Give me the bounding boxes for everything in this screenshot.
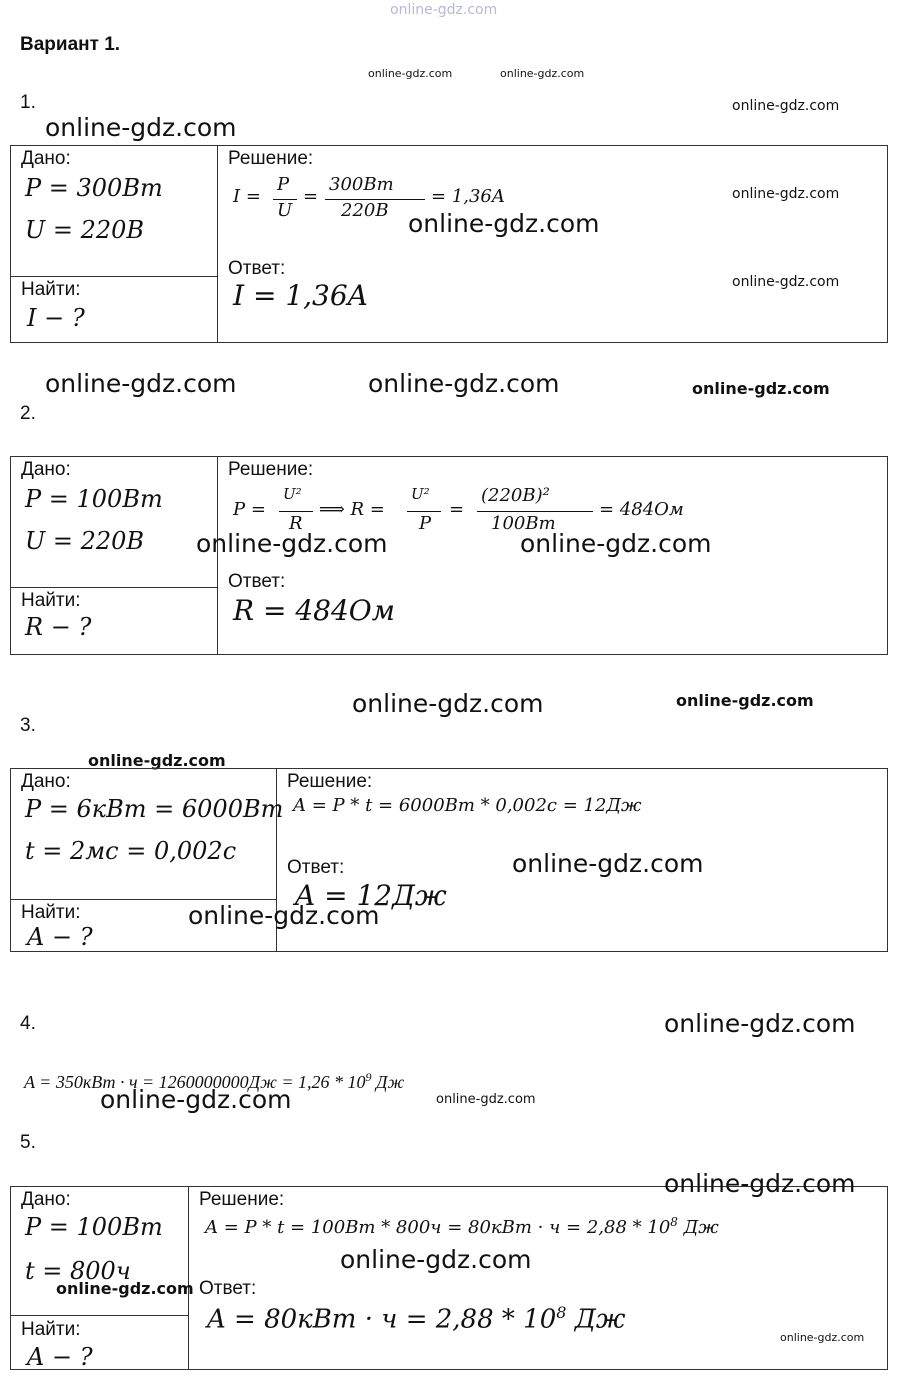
watermark: online-gdz.com (692, 379, 830, 398)
solution-label: Решение: (228, 459, 314, 480)
formula-exponent: 8 (670, 1215, 678, 1229)
given-value: U = 220В (25, 216, 145, 244)
watermark: online-gdz.com (436, 1092, 536, 1107)
given-label: Дано: (21, 1189, 71, 1210)
watermark: online-gdz.com (352, 689, 544, 718)
solution-label: Решение: (199, 1189, 285, 1210)
solution-label: Решение: (287, 771, 373, 792)
answer-label: Ответ: (228, 258, 286, 279)
fraction-num: 300Вт (329, 174, 394, 195)
fraction-num: (220B)² (481, 485, 550, 506)
answer-label: Ответ: (228, 571, 286, 592)
fraction-den: 100Вт (491, 513, 556, 534)
answer-value: I = 1,36A (233, 279, 368, 312)
fraction-den: P (419, 513, 432, 534)
formula-text: A = 350кВт · ч = 1260000000Дж = 1,26 * 10 (24, 1072, 366, 1092)
fraction-num: U² (411, 485, 430, 503)
given-value: P = 6кВт = 6000Вт (25, 795, 284, 823)
watermark: online-gdz.com (368, 67, 453, 80)
fraction-num: P (277, 174, 290, 195)
fraction-den: U (277, 200, 293, 221)
watermark: online-gdz.com (56, 1279, 194, 1298)
formula-mid: ⟹ R = (319, 499, 385, 520)
problem-number: 5. (20, 1132, 36, 1153)
page-title: Вариант 1. (20, 34, 121, 55)
watermark: online-gdz.com (196, 529, 388, 558)
given-value: P = 100Вт (25, 1213, 163, 1241)
problem-3-table (10, 768, 888, 952)
given-value: P = 100Вт (25, 485, 163, 513)
fraction-den: R (289, 513, 303, 534)
given-label: Дано: (21, 459, 71, 480)
answer-text: A = 80кВт · ч = 2,88 * 10 (207, 1304, 557, 1335)
find-value: A − ? (27, 923, 93, 951)
watermark: online-gdz.com (520, 529, 712, 558)
answer-label: Ответ: (287, 857, 345, 878)
watermark: online-gdz.com (368, 369, 560, 398)
watermark: online-gdz.com (512, 849, 704, 878)
watermark: online-gdz.com (500, 67, 585, 80)
watermark: online-gdz.com (664, 1009, 856, 1038)
watermark: online-gdz.com (408, 209, 600, 238)
find-label: Найти: (21, 279, 81, 300)
find-label: Найти: (21, 902, 81, 923)
find-value: A − ? (27, 1343, 93, 1371)
given-value: t = 800ч (25, 1257, 131, 1285)
watermark: online-gdz.com (100, 1085, 292, 1114)
formula-exponent: 9 (365, 1070, 372, 1084)
given-value: U = 220В (25, 527, 145, 555)
formula-eq: = (449, 499, 465, 520)
answer-value: A = 12Дж (295, 879, 447, 912)
problem-number: 1. (20, 92, 36, 113)
problem-number: 4. (20, 1013, 36, 1034)
solution-formula (205, 1215, 719, 1238)
find-label: Найти: (21, 1319, 81, 1340)
watermark: online-gdz.com (732, 186, 840, 202)
formula-text: A = P * t = 100Вт * 800ч = 80кВт · ч = 2,88 * 10 (205, 1217, 671, 1238)
formula-result: = 1,36A (431, 186, 505, 207)
answer-value: R = 484Ом (233, 594, 395, 627)
watermark: online-gdz.com (676, 691, 814, 710)
answer-value (207, 1303, 625, 1335)
watermark: online-gdz.com (780, 1331, 865, 1344)
given-value: t = 2мс = 0,002с (25, 837, 237, 865)
formula-lhs: P = (233, 499, 266, 520)
problem-1-table (10, 145, 888, 343)
problem-number: 3. (20, 715, 36, 736)
problem-number: 2. (20, 403, 36, 424)
given-label: Дано: (21, 148, 71, 169)
problem-5-table (10, 1186, 888, 1370)
find-label: Найти: (21, 590, 81, 611)
find-value: I − ? (27, 304, 85, 332)
watermark: online-gdz.com (340, 1245, 532, 1274)
watermark: online-gdz.com (88, 751, 226, 770)
watermark: online-gdz.com (45, 369, 237, 398)
given-label: Дано: (21, 771, 71, 792)
watermark: online-gdz.com (45, 113, 237, 142)
given-value: P = 300Вт (25, 174, 163, 202)
answer-label: Ответ: (199, 1278, 257, 1299)
watermark-top: online-gdz.com (390, 2, 498, 18)
formula-lhs: I = (233, 186, 261, 207)
find-value: R − ? (25, 613, 92, 641)
watermark: online-gdz.com (188, 901, 380, 930)
solution-formula: A = P * t = 6000Вт * 0,002с = 12Дж (293, 795, 642, 816)
formula-unit: Дж (371, 1072, 405, 1092)
formula-result: = 484Ом (599, 499, 684, 520)
answer-exponent: 8 (556, 1303, 567, 1322)
watermark: online-gdz.com (732, 274, 840, 290)
fraction-num: U² (283, 485, 302, 503)
problem-2-table (10, 456, 888, 655)
formula-eq: = (303, 186, 319, 207)
watermark: online-gdz.com (732, 98, 840, 114)
solution-label: Решение: (228, 148, 314, 169)
answer-unit: Дж (566, 1304, 626, 1335)
watermark: online-gdz.com (664, 1169, 856, 1198)
fraction-den: 220В (341, 200, 389, 221)
formula-unit: Дж (677, 1217, 719, 1238)
